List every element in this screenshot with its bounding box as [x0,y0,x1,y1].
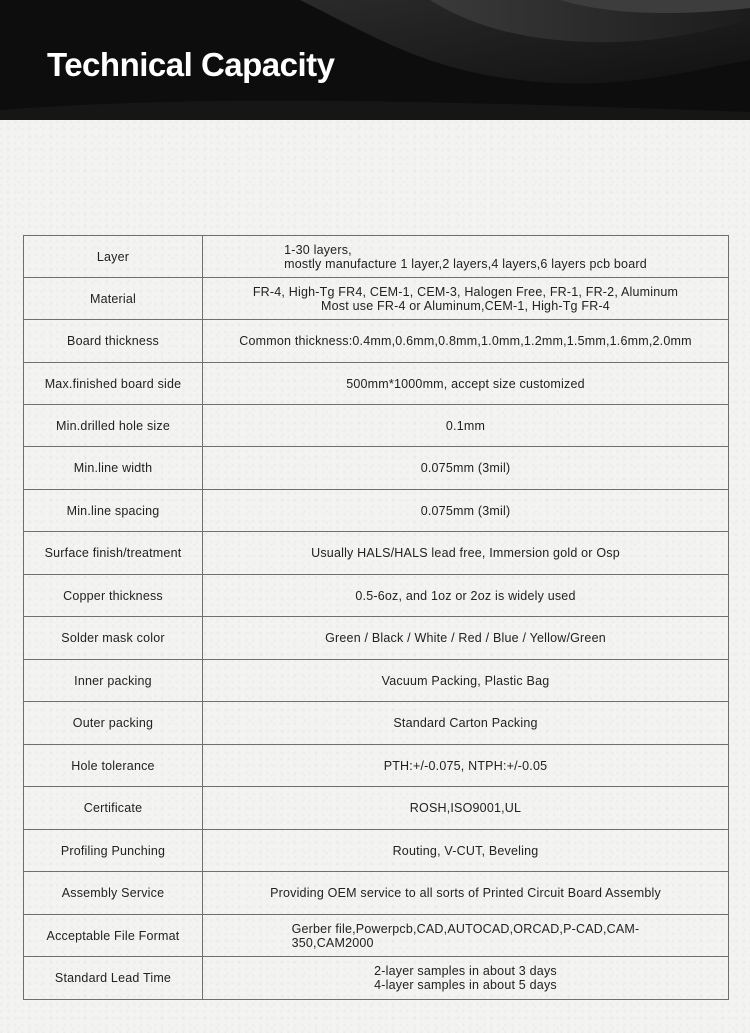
spec-value-cell [203,278,729,320]
spec-value [209,844,722,858]
spec-value-cell [203,872,729,915]
spec-label-cell [24,745,203,787]
spec-label-cell [24,830,203,872]
spec-value-line: 500mm*1000mm, accept size customized [346,376,585,391]
table-row [24,447,729,490]
spec-value-line: 350,CAM2000 [291,935,374,950]
spec-value-line: Most use FR-4 or Aluminum,CEM-1, High-Tg FR-4 [321,298,610,313]
spec-value-line: Routing, V-CUT, Beveling [392,843,539,858]
spec-label-cell [24,575,203,617]
spec-value-cell [203,957,729,1000]
header-banner [0,0,750,120]
spec-label: Assembly Service [61,886,165,900]
table-row [24,617,729,660]
spec-label-cell [24,363,203,405]
spec-label-cell [24,787,203,830]
spec-value [209,461,722,475]
spec-value-cell [203,787,729,830]
spec-label: Outer packing [72,716,154,730]
spec-value-line: FR-4, High-Tg FR4, CEM-1, CEM-3, Halogen Free, FR-1, FR-2, Aluminum [252,284,679,299]
spec-value-line: Vacuum Packing, Plastic Bag [381,673,550,688]
spec-label-cell [24,278,203,320]
spec-value-line: Common thickness:0.4mm,0.6mm,0.8mm,1.0mm,1.2mm,1.5mm,1.6mm,2.0mm [239,334,692,348]
spec-value-cell [203,320,729,363]
spec-value [292,922,640,950]
spec-label: Min.drilled hole size [56,418,170,433]
spec-value-line: 4-layer samples in about 5 days [374,978,557,992]
table-body [24,236,729,1000]
spec-value [209,285,722,313]
spec-label-cell [24,915,203,957]
table-row [24,957,729,1000]
spec-label-cell [24,660,203,702]
spec-label: Acceptable File Format [46,928,180,943]
table-row [24,490,729,532]
spec-label: Min.line spacing [66,503,160,518]
table-row [24,575,729,617]
spec-value-line: 0.075mm (3mil) [420,503,511,518]
spec-value-cell [203,702,729,745]
table-row [24,745,729,787]
spec-value-line: PTH:+/-0.075, NTPH:+/-0.05 [383,758,548,773]
spec-value-line: 0.5-6oz, and 1oz or 2oz is widely used [355,588,576,603]
spec-value [209,631,722,645]
spec-label: Surface finish/treatment [44,546,182,560]
spec-value [209,589,722,603]
spec-label-cell [24,447,203,490]
spec-value [209,504,722,518]
spec-label-cell [24,957,203,1000]
spec-value [209,334,722,348]
spec-label: Layer [96,249,130,264]
spec-value-line: Green / Black / White / Red / Blue / Yellow/Green [325,631,606,645]
spec-label: Min.line width [73,461,153,475]
spec-value-line: Providing OEM service to all sorts of Printed Circuit Board Assembly [270,886,661,900]
spec-label: Certificate [83,801,143,815]
spec-label-cell [24,532,203,575]
spec-label: Max.finished board side [44,376,182,391]
page-title: Technical Capacity [47,46,335,83]
spec-value-line: ROSH,ISO9001,UL [409,801,522,815]
table-row [24,702,729,745]
table-row [24,915,729,957]
spec-value-cell [203,915,729,957]
table-row [24,236,729,278]
spec-value-cell [203,660,729,702]
spec-value-cell [203,490,729,532]
spec-value-cell [203,575,729,617]
spec-label: Solder mask color [61,631,165,645]
technical-capacity-table [23,235,729,1000]
spec-value-cell [203,617,729,660]
spec-value-cell [203,830,729,872]
table-row [24,405,729,447]
spec-value-line: 1-30 layers, [284,242,352,257]
spec-value [209,886,722,900]
spec-value [209,759,722,773]
spec-value-cell [203,532,729,575]
spec-label-cell [24,405,203,447]
spec-value-cell [203,745,729,787]
spec-label: Standard Lead Time [54,971,172,985]
spec-label-cell [24,702,203,745]
spec-value [209,419,722,433]
table-row [24,278,729,320]
spec-label: Hole tolerance [71,758,155,773]
table-row [24,787,729,830]
spec-label: Board thickness [67,334,159,348]
table-row [24,532,729,575]
spec-value-line: 0.075mm (3mil) [420,461,511,475]
table-row [24,830,729,872]
spec-value-line: 2-layer samples in about 3 days [374,964,557,978]
spec-value-line: 0.1mm [445,418,486,433]
spec-value [209,377,722,391]
spec-label-cell [24,490,203,532]
spec-label-cell [24,236,203,278]
spec-label: Material [89,291,137,306]
spec-value-line: mostly manufacture 1 layer,2 layers,4 layers,6 layers pcb board [284,256,647,271]
spec-value [209,546,722,560]
spec-value-cell [203,236,729,278]
table-row [24,872,729,915]
spec-label-cell [24,320,203,363]
spec-label-cell [24,617,203,660]
spec-value [209,716,722,730]
table-row [24,320,729,363]
spec-value-line: Usually HALS/HALS lead free, Immersion gold or Osp [311,546,620,560]
spec-label: Copper thickness [63,588,163,603]
spec-value-cell [203,363,729,405]
spec-value [209,674,722,688]
spec-value [284,243,647,271]
spec-value [209,801,722,815]
spec-label: Inner packing [74,673,152,688]
spec-value-line: Gerber file,Powerpcb,CAD,AUTOCAD,ORCAD,P-CAD,CAM- [291,921,640,936]
spec-label-cell [24,872,203,915]
table-row [24,660,729,702]
table-row [24,363,729,405]
spec-value-line: Standard Carton Packing [393,716,538,730]
spec-value-cell [203,405,729,447]
spec-value [209,964,722,992]
spec-value-cell [203,447,729,490]
spec-label: Profiling Punching [60,843,166,858]
